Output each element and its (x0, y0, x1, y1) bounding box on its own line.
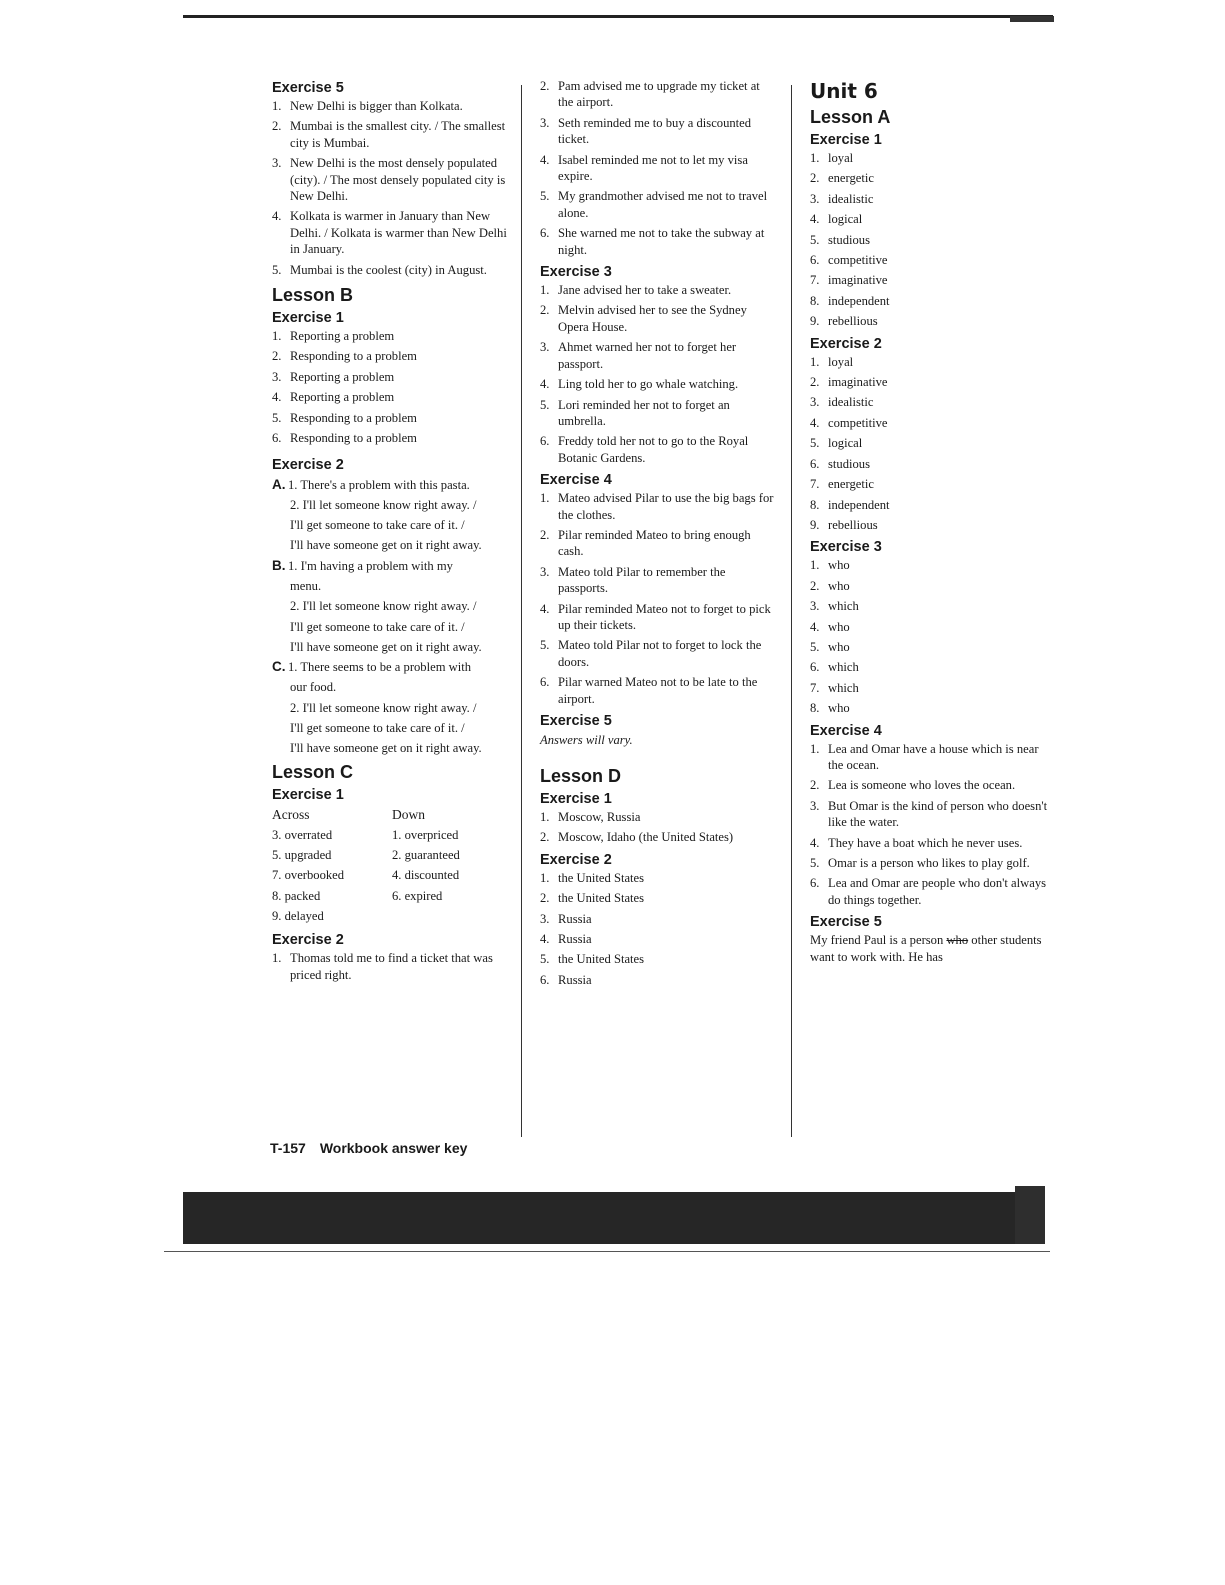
answer-line: I'll have someone get on it right away. (290, 741, 482, 756)
item-number: 3. (540, 911, 550, 926)
item-number: 5. (272, 262, 282, 277)
list-item (810, 497, 1055, 513)
crossword-item: 2. guaranteed (392, 847, 460, 862)
item-text: the United States (558, 891, 645, 906)
answer-list (810, 150, 1055, 330)
item-number: 1. (810, 741, 820, 756)
crossword-item: 4. discounted (392, 868, 460, 883)
answer-line: 2. I'll let someone know right away. / (290, 599, 477, 614)
answer-line: our food. (290, 680, 337, 695)
crossword-item: 9. delayed (272, 908, 324, 923)
list-item (540, 911, 775, 927)
exercise-heading: Exercise 1 (810, 132, 882, 148)
answer-line: I'll get someone to take care of it. / (290, 619, 465, 634)
list-item (540, 397, 775, 430)
item-text: Lori reminded her not to forget an umbrella. (558, 397, 730, 428)
item-number: 1. (540, 810, 550, 824)
struck-word: who (946, 933, 969, 948)
item-number: 4. (540, 152, 550, 167)
item-text: Mateo advised Pilar to use the big bags for the clothes. (558, 491, 774, 522)
list-item (540, 829, 775, 845)
item-text: Pilar reminded Mateo to bring enough cash. (558, 527, 751, 559)
item-text: Mateo told Pilar not to forget to lock the doors. (558, 638, 762, 669)
item-text: Jane advised her to take a sweater. (558, 283, 732, 298)
bottom-band-end (1015, 1186, 1045, 1244)
item-number: 3. (540, 564, 550, 579)
list-item (540, 302, 775, 335)
exercise-heading: Exercise 5 (810, 914, 882, 931)
item-number: 6. (540, 434, 550, 449)
answer-list (540, 78, 775, 258)
item-text: Pilar warned Mateo not to be late to the airport. (558, 675, 758, 706)
item-text: Lea and Omar have a house which is near the ocean. (828, 741, 1039, 772)
item-number: 7. (810, 477, 820, 492)
list-item (810, 598, 1055, 614)
item-text: who (828, 578, 850, 593)
paragraph-text: My friend Paul is a person (810, 933, 947, 948)
answer-list (540, 490, 775, 707)
item-text: Russia (558, 932, 592, 947)
item-number: 6. (272, 431, 282, 446)
item-number: 4. (272, 209, 282, 224)
item-number: 2. (810, 375, 820, 390)
part-label: A. (272, 476, 286, 492)
column-divider (791, 85, 792, 1137)
list-item (272, 262, 512, 278)
list-item (272, 208, 512, 257)
item-number: 5. (810, 436, 820, 451)
item-text: Kolkata is warmer in January than New Delhi. / Kolkata is warmer than New Delhi in January. (290, 209, 507, 257)
list-item (810, 374, 1055, 390)
list-item (810, 252, 1055, 268)
item-number: 1. (272, 99, 282, 113)
crossword-item: 3. overrated (272, 827, 333, 842)
item-text: Mateo told Pilar to remember the passports. (558, 564, 726, 596)
answer-line: 2. I'll let someone know right away. / (290, 700, 477, 715)
item-text: which (828, 599, 859, 614)
answer-line: menu. (290, 578, 322, 593)
item-number: 1. (810, 354, 820, 369)
list-item (540, 225, 775, 258)
list-item (810, 191, 1055, 207)
item-number: 9. (810, 314, 820, 329)
item-number: 6. (540, 675, 550, 690)
list-item (810, 557, 1055, 573)
item-text: They have a boat which he never uses. (828, 835, 1023, 850)
list-item (272, 348, 512, 364)
exercise-heading: Exercise 5 (272, 80, 344, 96)
item-text: Russia (558, 972, 592, 987)
bottom-band (183, 1192, 1043, 1244)
list-item (272, 328, 512, 344)
list-item (540, 376, 775, 392)
list-item (540, 564, 775, 597)
list-item (810, 293, 1055, 309)
item-number: 4. (810, 619, 820, 634)
list-item (540, 890, 775, 906)
item-number: 2. (540, 79, 550, 93)
list-item (810, 313, 1055, 329)
list-item (272, 430, 512, 446)
list-item (540, 601, 775, 634)
item-number: 3. (540, 115, 550, 130)
item-text: Reporting a problem (290, 369, 395, 384)
answer-list (272, 98, 512, 278)
top-rule-end (1010, 16, 1054, 22)
item-number: 6. (540, 972, 550, 987)
item-text: Isabel reminded me not to let my visa expire. (558, 152, 748, 184)
list-item (810, 855, 1055, 871)
item-number: 2. (540, 303, 550, 318)
answer-list (272, 950, 512, 983)
answers-note: Answers will vary. (540, 733, 633, 747)
item-text: She warned me not to take the subway at night. (558, 226, 765, 257)
answer-list (540, 282, 775, 466)
item-text: idealistic (828, 191, 874, 206)
list-item (272, 950, 512, 983)
list-item (810, 639, 1055, 655)
list-item (810, 835, 1055, 851)
item-text: Omar is a person who likes to play golf. (828, 856, 1030, 870)
item-text: logical (828, 436, 863, 451)
paragraph-text: other students want to work with. He has (810, 933, 1042, 964)
down-heading: Down (392, 806, 425, 822)
item-number: 2. (272, 119, 282, 134)
item-text: Reporting a problem (290, 329, 395, 344)
list-item (810, 150, 1055, 166)
list-item (810, 272, 1055, 288)
list-item (810, 394, 1055, 410)
crossword-item: 1. overpriced (392, 827, 459, 842)
answer-list (540, 809, 775, 846)
item-number: 2. (810, 171, 820, 186)
list-item (810, 578, 1055, 594)
item-text: New Delhi is bigger than Kolkata. (290, 99, 463, 113)
exercise-heading: Exercise 5 (540, 713, 612, 729)
item-text: imaginative (828, 273, 888, 288)
exercise-paragraph (810, 932, 1055, 965)
item-number: 4. (272, 390, 282, 405)
item-text: who (828, 639, 850, 654)
item-number: 5. (540, 638, 550, 653)
item-text: who (828, 619, 850, 634)
exercise-heading: Exercise 2 (810, 335, 882, 352)
list-item (540, 674, 775, 707)
exercise-part-b (272, 556, 512, 657)
exercise-heading: Exercise 4 (540, 472, 612, 489)
down-list (392, 825, 512, 906)
answer-line: I'll have someone get on it right away. (290, 639, 482, 654)
item-number: 1. (540, 870, 550, 885)
part-label: B. (272, 557, 286, 573)
item-number: 2. (810, 778, 820, 793)
item-number: 5. (810, 232, 820, 247)
list-item (540, 433, 775, 466)
item-number: 2. (272, 349, 282, 364)
item-text: which (828, 660, 859, 675)
list-item (810, 517, 1055, 533)
list-item (540, 870, 775, 886)
item-text: the United States (558, 952, 645, 967)
item-number: 6. (810, 253, 820, 268)
exercise-heading: Exercise 2 (540, 851, 612, 868)
footer-title: Workbook answer key (319, 1140, 468, 1156)
answer-line: 1. There seems to be a problem with (288, 660, 472, 675)
item-number: 5. (810, 856, 820, 870)
list-item (810, 232, 1055, 248)
item-number: 3. (272, 369, 282, 384)
across-heading: Across (272, 806, 310, 822)
item-number: 6. (810, 876, 820, 891)
item-number: 2. (810, 578, 820, 593)
answer-line: I'll get someone to take care of it. / (290, 721, 465, 736)
list-item (540, 282, 775, 298)
item-number: 5. (272, 410, 282, 425)
part-label: C. (272, 659, 286, 675)
item-number: 4. (810, 212, 820, 227)
list-item (272, 155, 512, 204)
item-number: 5. (540, 397, 550, 412)
list-item (272, 118, 512, 151)
item-text: Mumbai is the coolest (city) in August. (290, 262, 487, 277)
item-text: studious (828, 456, 870, 471)
item-number: 1. (810, 558, 820, 573)
list-item (540, 637, 775, 670)
crossword-item: 7. overbooked (272, 868, 345, 883)
item-number: 8. (810, 293, 820, 308)
list-item (272, 410, 512, 426)
item-number: 1. (540, 283, 550, 298)
answer-list (540, 870, 775, 988)
answer-list (810, 557, 1055, 716)
item-number: 2. (540, 830, 550, 845)
item-number: 8. (810, 497, 820, 512)
item-text: Lea and Omar are people who don't always do things together. (828, 876, 1047, 907)
item-number: 2. (540, 527, 550, 542)
item-text: studious (828, 232, 870, 247)
list-item (810, 619, 1055, 635)
list-item (540, 339, 775, 372)
list-item (540, 490, 775, 523)
answer-line: 1. There's a problem with this pasta. (288, 477, 470, 492)
item-number: 6. (810, 456, 820, 471)
item-text: loyal (828, 151, 854, 165)
list-item (810, 680, 1055, 696)
item-text: which (828, 680, 859, 695)
item-text: idealistic (828, 395, 874, 410)
item-number: 4. (810, 835, 820, 850)
item-number: 7. (810, 680, 820, 695)
item-number: 6. (540, 226, 550, 241)
column-divider (521, 85, 522, 1137)
item-text: Mumbai is the smallest city. / The smallest city is Mumbai. (290, 119, 506, 150)
item-number: 1. (540, 491, 550, 506)
item-number: 2. (540, 891, 550, 906)
list-item (540, 972, 775, 988)
item-number: 3. (810, 395, 820, 410)
item-number: 1. (810, 151, 820, 165)
list-item (272, 98, 512, 114)
item-text: loyal (828, 354, 854, 369)
across-list (272, 825, 392, 926)
exercise-part-a (272, 475, 512, 556)
item-number: 4. (540, 377, 550, 392)
list-item (272, 389, 512, 405)
item-number: 4. (540, 932, 550, 947)
item-text: My grandmother advised me not to travel alone. (558, 189, 768, 220)
item-text: Melvin advised her to see the Sydney Opera House. (558, 303, 747, 334)
exercise-heading: Exercise 4 (810, 722, 882, 739)
item-text: independent (828, 497, 890, 512)
list-item (810, 741, 1055, 774)
item-text: logical (828, 212, 863, 227)
item-text: rebellious (828, 314, 878, 329)
top-rule (183, 15, 1053, 18)
list-item (540, 188, 775, 221)
list-item (810, 415, 1055, 431)
bottom-rule (164, 1251, 1050, 1252)
item-text: Responding to a problem (290, 349, 417, 364)
item-number: 3. (272, 156, 282, 171)
crossword-item: 5. upgraded (272, 847, 332, 862)
page-footer (270, 1140, 467, 1156)
item-text: But Omar is the kind of person who doesn't like the water. (828, 798, 1048, 830)
column-2 (540, 78, 775, 992)
item-text: Responding to a problem (290, 431, 417, 446)
exercise-heading: Exercise 2 (272, 932, 344, 949)
item-text: who (828, 701, 850, 716)
across-column (272, 805, 392, 926)
down-column (392, 805, 512, 926)
list-item (810, 476, 1055, 492)
item-number: 5. (540, 189, 550, 204)
list-item (540, 527, 775, 560)
item-text: competitive (828, 253, 888, 268)
item-number: 6. (810, 660, 820, 675)
item-number: 4. (810, 415, 820, 430)
unit-heading: Unit 6 (810, 79, 878, 103)
crossword-answers (272, 805, 512, 926)
item-text: Moscow, Russia (558, 810, 641, 824)
item-text: rebellious (828, 517, 878, 532)
column-3 (810, 78, 1055, 965)
item-text: independent (828, 293, 890, 308)
page-number: T-157 (270, 1140, 306, 1156)
crossword-item: 8. packed (272, 888, 321, 903)
item-text: Seth reminded me to buy a discounted ticket. (558, 115, 752, 147)
item-text: competitive (828, 415, 888, 430)
list-item (810, 798, 1055, 831)
item-text: New Delhi is the most densely populated (city). / The most densely populated city is New Delhi. (290, 156, 506, 204)
list-item (810, 700, 1055, 716)
answer-line: 1. I'm having a problem with my (288, 558, 453, 573)
item-text: Responding to a problem (290, 410, 417, 425)
crossword-item: 6. expired (392, 888, 443, 903)
answer-line: I'll have someone get on it right away. (290, 538, 482, 553)
item-text: Pilar reminded Mateo not to forget to pick up their tickets. (558, 601, 771, 632)
exercise-heading: Exercise 3 (810, 539, 882, 556)
item-number: 5. (810, 639, 820, 654)
answer-line: I'll get someone to take care of it. / (290, 518, 465, 533)
list-item (810, 456, 1055, 472)
list-item (540, 809, 775, 825)
lesson-heading: Lesson D (540, 766, 622, 786)
list-item (540, 78, 775, 111)
item-text: Reporting a problem (290, 390, 395, 405)
item-text: Moscow, Idaho (the United States) (558, 830, 734, 845)
list-item (810, 435, 1055, 451)
item-text: Ling told her to go whale watching. (558, 377, 739, 392)
item-text: Freddy told her not to go to the Royal Botanic Gardens. (558, 434, 749, 465)
item-text: Russia (558, 911, 592, 926)
item-text: the United States (558, 870, 645, 885)
item-text: who (828, 558, 850, 573)
item-number: 3. (810, 191, 820, 206)
item-number: 7. (810, 273, 820, 288)
lesson-heading: Lesson B (272, 285, 354, 306)
item-text: energetic (828, 171, 874, 186)
exercise-heading: Exercise 1 (272, 310, 344, 327)
list-item (540, 115, 775, 148)
list-item (810, 659, 1055, 675)
exercise-heading: Exercise 3 (540, 264, 612, 281)
answer-list (810, 354, 1055, 534)
item-number: 9. (810, 517, 820, 532)
item-number: 3. (810, 798, 820, 813)
item-text: Thomas told me to find a ticket that was priced right. (290, 951, 493, 982)
item-number: 3. (810, 599, 820, 614)
answer-list (272, 328, 512, 446)
column-1 (272, 78, 512, 987)
list-item (540, 951, 775, 967)
item-text: energetic (828, 477, 874, 492)
item-number: 1. (272, 329, 282, 344)
lesson-heading: Lesson C (272, 761, 354, 782)
item-number: 8. (810, 701, 820, 716)
item-number: 5. (540, 952, 550, 967)
list-item (810, 211, 1055, 227)
exercise-part-c (272, 657, 512, 758)
exercise-heading: Exercise 2 (272, 456, 344, 473)
list-item (810, 875, 1055, 908)
list-item (540, 931, 775, 947)
answer-line: 2. I'll let someone know right away. / (290, 497, 477, 512)
exercise-heading: Exercise 1 (272, 786, 344, 803)
lesson-heading: Lesson A (810, 107, 891, 127)
item-text: Lea is someone who loves the ocean. (828, 778, 1016, 793)
list-item (810, 777, 1055, 793)
item-number: 1. (272, 951, 282, 966)
item-text: Pam advised me to upgrade my ticket at the airport. (558, 79, 760, 110)
exercise-heading: Exercise 1 (540, 791, 612, 807)
item-number: 4. (540, 601, 550, 616)
answer-list (810, 741, 1055, 909)
list-item (272, 369, 512, 385)
list-item (810, 170, 1055, 186)
list-item (810, 354, 1055, 370)
list-item (540, 152, 775, 185)
item-text: Ahmet warned her not to forget her passport. (558, 340, 737, 371)
item-number: 3. (540, 340, 550, 355)
item-text: imaginative (828, 375, 888, 390)
